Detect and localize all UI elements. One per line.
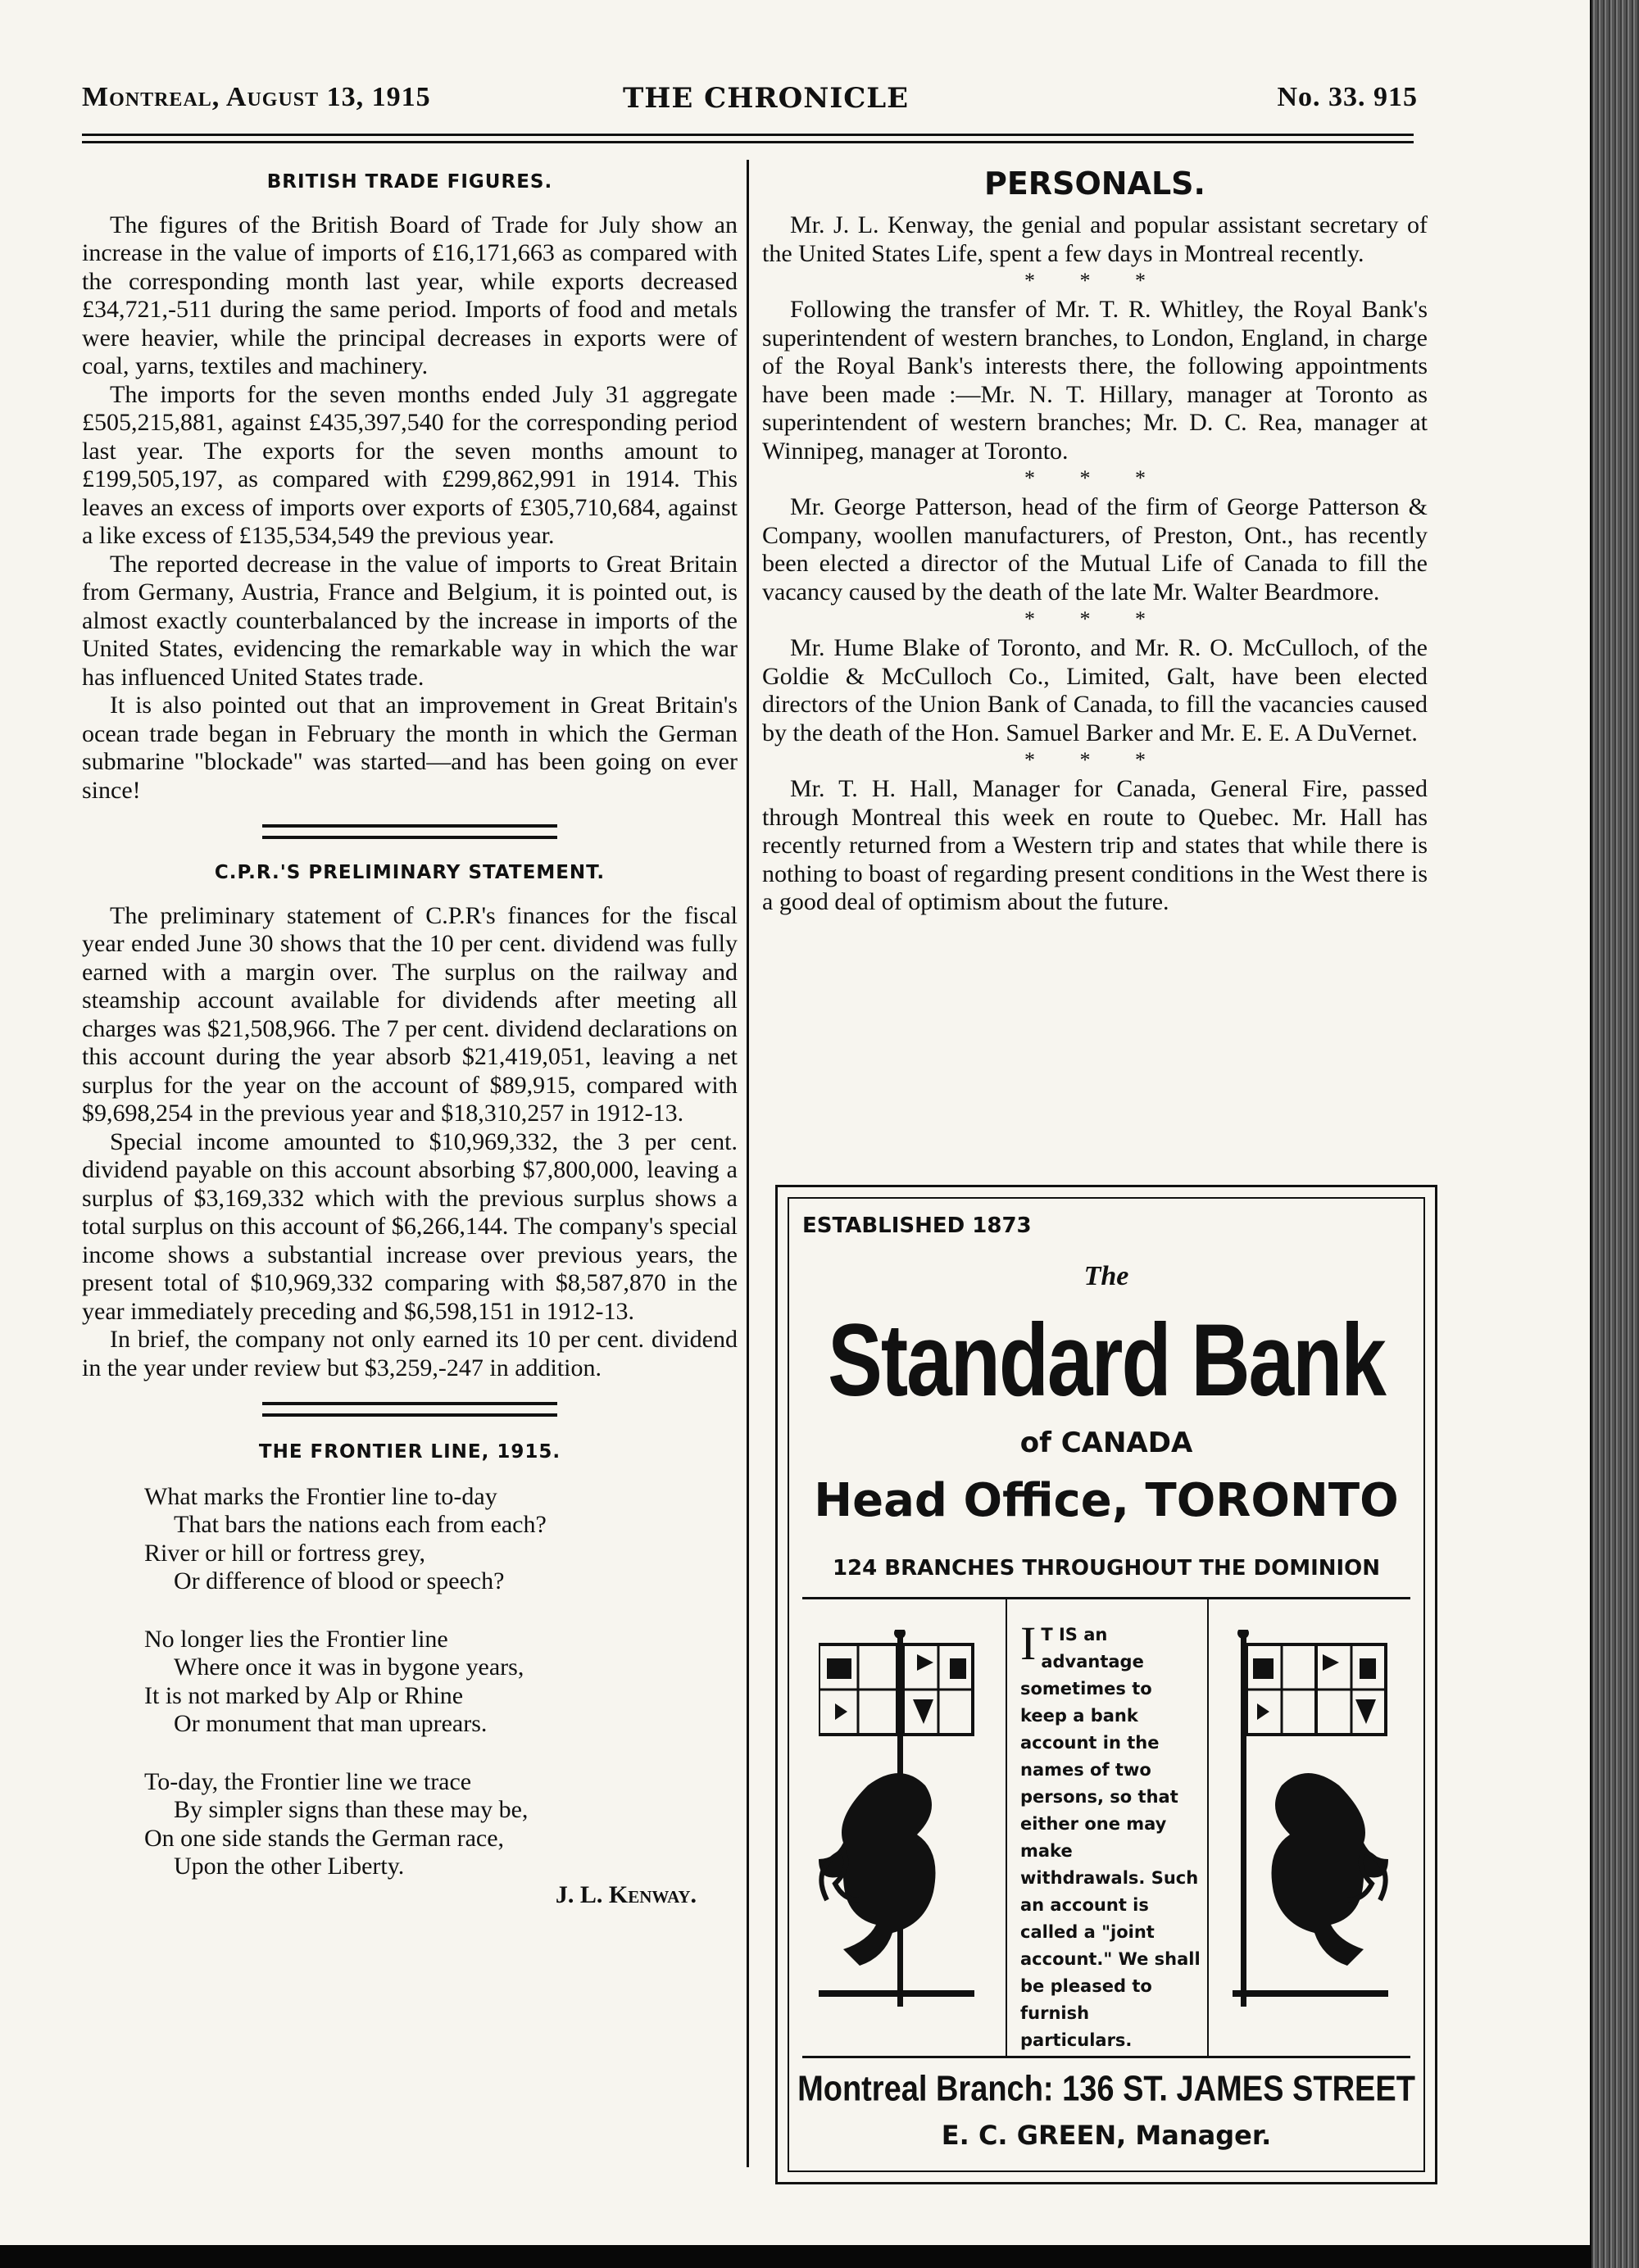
ad-divider (1207, 1599, 1209, 2056)
ad-the: The (1083, 1261, 1129, 1291)
poem-line: Where once it was in bygone years, (174, 1653, 524, 1681)
separator-stars: * * * (1024, 466, 1165, 490)
separator-stars: * * * (1024, 748, 1165, 772)
book-page-edge (1591, 0, 1639, 2268)
standard-bank-advertisement (775, 1185, 1437, 2184)
ad-head-office: Head Office, TORONTO (814, 1474, 1399, 1527)
poem-author: J. L. Kenway. (555, 1880, 697, 1908)
british-trade-p3: The reported decrease in the value of imports to Great Britain from Germany, Austria, France and Belgium, it is pointed out, is almost exactly counterbalanced by the increase in imports of the United States, evidencing the remarkable way in which the war has influenced United States trade. (82, 550, 738, 691)
cpr-p1: The preliminary statement of C.P.R's finances for the fiscal year ended June 30 shows that the 10 per cent. dividend was fully earned with a margin over. The surplus on the railway and steamship account available for dividends after meeting all charges was $21,508,966. The 7 per cent. dividend declarations on this account during the year absorb $21,419,051, leaving a net surplus for the year on the account of $89,915, compared with $9,698,254 in the previous year and $18,310,257 in 1912-13. (82, 901, 738, 1127)
personals-p5: Mr. T. H. Hall, Manager for Canada, General Fire, passed through Montreal this week en route to Quebec. Mr. Hall has recently returned from a Western trip and states that while there is nothing to boast of regarding present conditions in the West there is a good deal of optimism about the future. (762, 775, 1428, 915)
poem-line: It is not marked by Alp or Rhine (144, 1681, 464, 1709)
ad-established: ESTABLISHED 1873 (802, 1213, 1032, 1238)
poem-line: To-day, the Frontier line we trace (144, 1767, 472, 1795)
personals-p2: Following the transfer of Mr. T. R. Whitley, the Royal Bank's superintendent of western branches, to London, England, in charge of the Royal Bank's interests there, the following appointments have been made :—Mr. N. T. Hillary, manager at Toronto as superintendent of western branches; Mr. D. C. Rea, manager at Winnipeg, manager at Toronto. (762, 296, 1428, 465)
ad-manager: E. C. GREEN, Manager. (941, 2120, 1272, 2151)
british-trade-p4: It is also pointed out that an improvement in Great Britain's ocean trade began in February the month in which the German submarine "blockade" was started—and has been going on ever since! (82, 692, 738, 804)
ad-bank-name: Standard Bank (828, 1303, 1385, 1418)
poem-line: River or hill or fortress grey, (144, 1539, 425, 1567)
personals-title: PERSONALS. (984, 166, 1205, 202)
ad-rule (802, 1597, 1410, 1599)
masthead: THE CHRONICLE (623, 82, 910, 115)
poem-stanza-2 (144, 1626, 738, 1739)
personals-p1: Mr. J. L. Kenway, the genial and popular assistant secretary of the United States Life, spent a few days in Montreal recently. (762, 211, 1428, 267)
cpr-p2: Special income amounted to $10,969,332, the 3 per cent. dividend payable on this account absorbing $7,800,000, leaving a surplus of $3,169,332 which with the previous surplus shows a total surplus on this account of $6,266,144. The company's special income shows a substantial increase over previous years, the present total of $10,969,332 comparing with $8,587,870 in the year immediately preceding and $6,598,151 in 1912-13. (82, 1127, 738, 1325)
personals-p3: Mr. George Patterson, head of the firm of George Patterson & Company, woollen manufacturers, of Preston, Ont., has recently been elected a director of the Mutual Life of Canada to fill the vacancy caused by the death of the late Mr. Walter Beardmore. (762, 493, 1428, 606)
poem (82, 1483, 738, 1910)
ad-rule (802, 2056, 1410, 2058)
separator-stars: * * * (1024, 607, 1165, 631)
poem-line: That bars the nations each from each? (174, 1511, 547, 1538)
ad-montreal-branch: Montreal Branch: 136 ST. JAMES STREET (797, 2069, 1415, 2110)
separator-stars: * * * (1024, 269, 1165, 293)
british-trade-p1: The figures of the British Board of Trade for July show an increase in the value of imports of £16,171,663 as compared with the corresponding month last year, while exports decreased £34,721,-511 during the same period. Imports of food and metals were heavier, while the principal decreases in exports were of coal, yarns, textiles and machinery. (82, 211, 738, 379)
poem-line: Upon the other Liberty. (174, 1853, 405, 1880)
poem-line: On one side stands the German race, (144, 1824, 505, 1852)
section-rule (262, 824, 557, 839)
poem-line: No longer lies the Frontier line (144, 1625, 448, 1653)
issue-page-number: No. 33. 915 (1277, 82, 1418, 112)
poem-line: Or difference of blood or speech? (174, 1567, 505, 1594)
ad-of-canada: of CANADA (1019, 1427, 1193, 1459)
cpr-title: C.P.R.'S PRELIMINARY STATEMENT. (214, 862, 606, 883)
ad-dropcap: I (1020, 1617, 1037, 1670)
ad-branches: 124 BRANCHES THROUGHOUT THE DOMINION (832, 1556, 1381, 1581)
poem-line: Or monument that man uprears. (174, 1710, 488, 1737)
column-divider (747, 160, 749, 2167)
poem-line: What marks the Frontier line to-day (144, 1482, 497, 1510)
dateline: Montreal, August 13, 1915 (82, 82, 431, 112)
british-trade-p2: The imports for the seven months ended July 31 aggregate £505,215,881, against £435,397,540 for the corresponding period last year. The exports for the seven months amount to £199,505,197, as compared with £299,862,991 in 1914. This leaves an excess of imports over exports of £305,710,684, against a like excess of £135,534,549 the previous year. (82, 380, 738, 549)
personals-p4: Mr. Hume Blake of Toronto, and Mr. R. O. McCulloch, of the Goldie & McCulloch Co., Limited, Galt, have been elected directors of the Union Bank of Canada, to fill the vacancies caused by the death of the Hon. Samuel Barker and Mr. E. E. A DuVernet. (762, 634, 1428, 746)
ad-copy (1020, 1617, 1201, 2054)
cpr-p3: In brief, the company not only earned its 10 per cent. dividend in the year under review but $3,259,-247 in addition. (82, 1326, 738, 1381)
section-rule (262, 1402, 557, 1417)
poem-stanza-3 (144, 1768, 738, 1881)
right-column (762, 164, 1428, 917)
ad-copy-text: T IS an advantage sometimes to keep a bank account in the names of two persons, so that either one may make withdrawals. Such an account is called a "joint account." We shall be pleased to furnish particulars. (1020, 1625, 1201, 2050)
header-rule (82, 134, 1414, 143)
left-column (82, 168, 738, 1909)
poem-line: By simpler signs than these may be, (174, 1796, 529, 1823)
poem-stanza-1 (144, 1483, 738, 1596)
poem-title: THE FRONTIER LINE, 1915. (258, 1441, 561, 1463)
lion-rampant-flag-icon (819, 1630, 974, 2015)
lion-rampant-flag-icon (1233, 1630, 1388, 2015)
ad-divider (1006, 1599, 1007, 2056)
scan-border (0, 2245, 1591, 2268)
british-trade-title: BRITISH TRADE FIGURES. (266, 171, 553, 193)
page-header (82, 82, 1418, 131)
